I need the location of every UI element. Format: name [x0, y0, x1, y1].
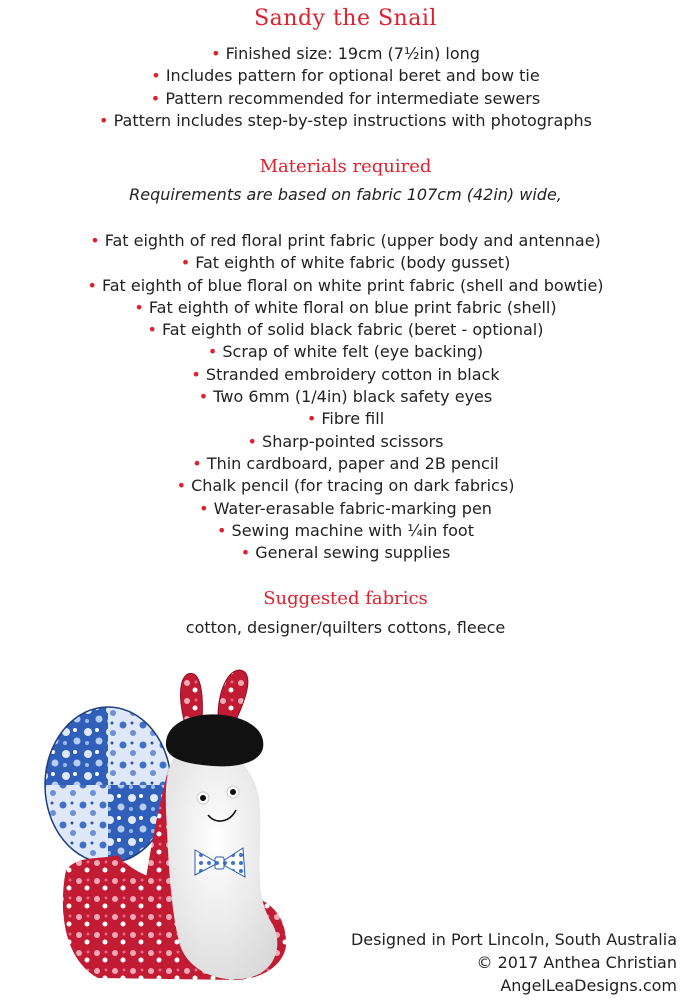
- fabrics-heading: Suggested fabrics: [263, 588, 428, 609]
- page-title: Sandy the Snail: [254, 6, 437, 31]
- requirements-note: Requirements are based on fabric 107cm (42in) wide,: [129, 185, 562, 204]
- list-item: • Sharp-pointed scissors: [0, 431, 691, 453]
- list-item: • General sewing supplies: [0, 542, 691, 564]
- list-item: • Pattern includes step-by-step instructions with photographs: [0, 110, 691, 132]
- list-item: • Chalk pencil (for tracing on dark fabrics): [0, 475, 691, 497]
- snail-shell: [45, 707, 171, 863]
- summary-list: [0, 43, 691, 132]
- list-item: • Thin cardboard, paper and 2B pencil: [0, 453, 691, 475]
- list-item: • Fibre fill: [0, 408, 691, 430]
- credit-location: Designed in Port Lincoln, South Australia: [350, 930, 677, 949]
- credit-copyright: © 2017 Anthea Christian: [476, 953, 677, 972]
- list-item: • Stranded embroidery cotton in black: [0, 364, 691, 386]
- list-item: • Fat eighth of white fabric (body gusset): [0, 252, 691, 274]
- list-item: • Scrap of white felt (eye backing): [0, 341, 691, 363]
- materials-heading: Materials required: [259, 156, 432, 177]
- snail-antennae: [181, 670, 248, 720]
- list-item: • Finished size: 19cm (7½in) long: [0, 43, 691, 65]
- list-item: • Two 6mm (1/4in) black safety eyes: [0, 386, 691, 408]
- credits: [351, 928, 677, 997]
- snail-beret: [166, 714, 263, 766]
- fabrics-text: cotton, designer/quilters cottons, fleece: [185, 618, 506, 637]
- list-item: • Fat eighth of white floral on blue print fabric (shell): [0, 297, 691, 319]
- credit-website: AngelLeaDesigns.com: [500, 976, 677, 995]
- list-item: • Fat eighth of blue floral on white print fabric (shell and bowtie): [0, 275, 691, 297]
- materials-list: [0, 230, 691, 564]
- list-item: • Water-erasable fabric-marking pen: [0, 498, 691, 520]
- snail-toy-photo: [38, 660, 298, 990]
- list-item: • Fat eighth of red floral print fabric (upper body and antennae): [0, 230, 691, 252]
- list-item: • Sewing machine with ¼in foot: [0, 520, 691, 542]
- list-item: • Fat eighth of solid black fabric (beret - optional): [0, 319, 691, 341]
- list-item: • Pattern recommended for intermediate sewers: [0, 88, 691, 110]
- list-item: • Includes pattern for optional beret and bow tie: [0, 65, 691, 87]
